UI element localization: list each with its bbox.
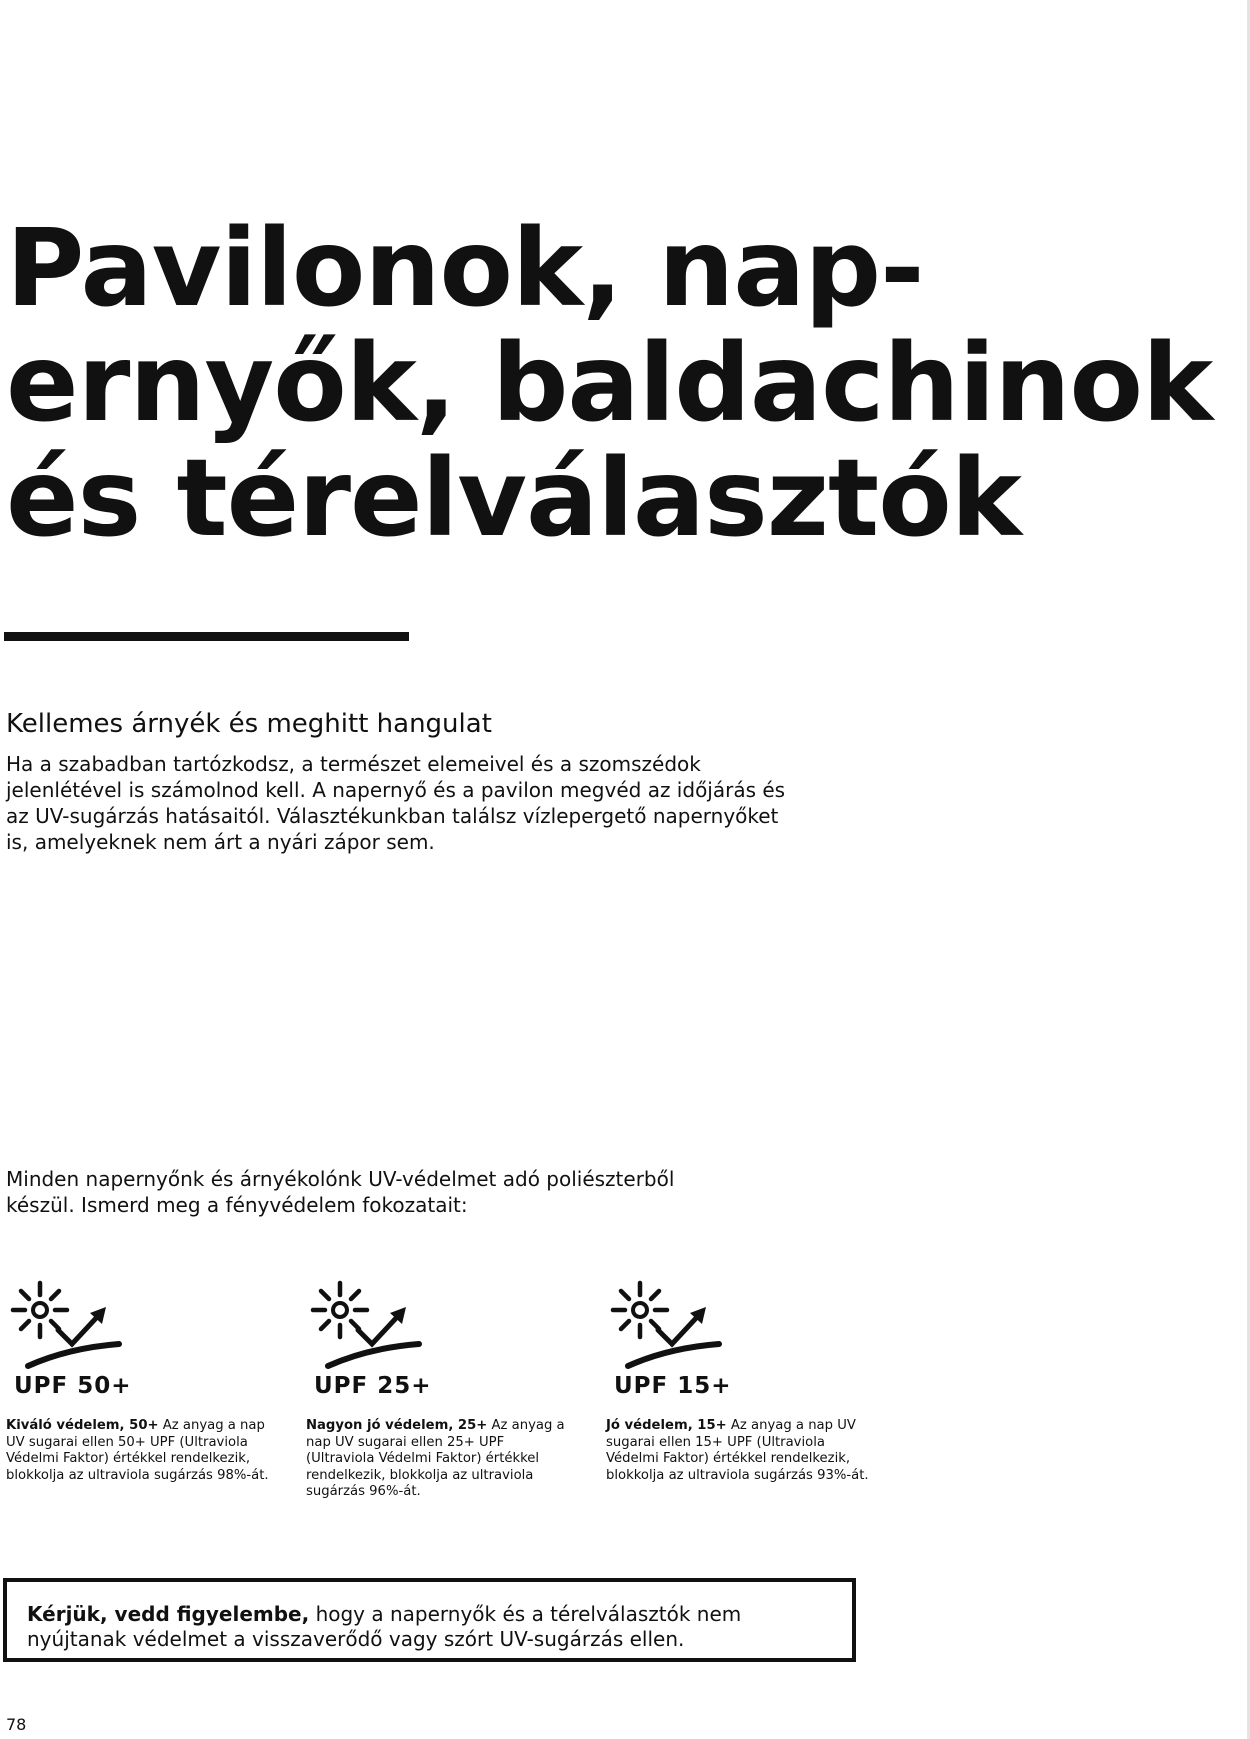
upf-label: UPF 15+ [614,1373,732,1399]
section-subtitle: Kellemes árnyék és meghitt hangulat [6,709,492,739]
upf-25-block [306,1278,576,1499]
upf-description: Nagyon jó védelem, 25+ Az anyag a nap UV sugarai ellen 25+ UPF (Ultraviola Védelmi Faktor) értékkel rendelkezik, blokkolja az ultraviola sugárzás 96%-át. [306,1418,565,1499]
sun-uv-arrow-icon [606,1278,726,1373]
notice-text: Kérjük, vedd figyelembe, hogy a napernyők és a térelválasztók nem nyújtanak védelmet a visszaverődő vagy szórt UV-sugárzás ellen. [27,1602,742,1651]
upf-50-block [6,1278,276,1483]
sun-uv-arrow-icon [6,1278,126,1373]
uv-notice-box [3,1578,856,1662]
title-divider [4,632,409,641]
upf-description: Jó védelem, 15+ Az anyag a nap UV sugarai ellen 15+ UPF (Ultraviola Védelmi Faktor) értékkel rendelkezik, blokkolja az ultraviola sugárzás 93%-át. [606,1418,869,1483]
sun-uv-arrow-icon [306,1278,426,1373]
title-line: és térelválasztók [6,437,1021,561]
intro-paragraph: Ha a szabadban tartózkodsz, a természet elemeivel és a szomszédok jelenlétével is számolnod kell. A napernyő és a pavilon megvéd az időjárás és az UV-sugárzás hatásaitól. Választékunkban találsz vízlepergető napernyőket is, amelyeknek nem árt a nyári zápor sem. [6,752,786,854]
page-title [6,207,1213,561]
upf-label: UPF 50+ [14,1373,132,1399]
upf-intro-paragraph: Minden napernyőnk és árnyékolónk UV-védelmet adó poliészterből készül. Ismerd meg a fényvédelem fokozatait: [6,1167,675,1217]
upf-15-block [606,1278,876,1483]
page-number: 78 [6,1715,27,1734]
title-line: Pavilonok, nap- [6,207,924,331]
upf-label: UPF 25+ [314,1373,432,1399]
title-line: ernyők, baldachinok [6,322,1213,446]
upf-description: Kiváló védelem, 50+ Az anyag a nap UV sugarai ellen 50+ UPF (Ultraviola Védelmi Faktor) értékkel rendelkezik, blokkolja az ultraviola sugárzás 98%-át. [6,1418,269,1483]
